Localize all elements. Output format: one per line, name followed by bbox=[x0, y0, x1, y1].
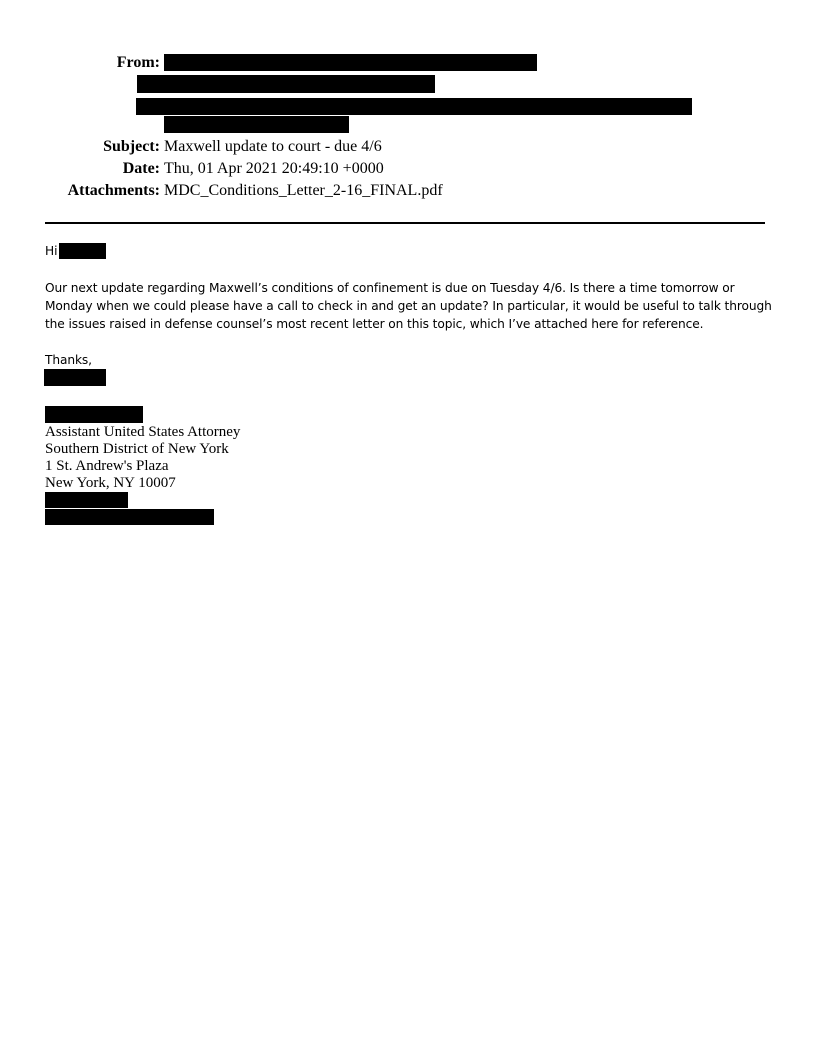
closing: Thanks, bbox=[45, 353, 92, 367]
signature-office: Southern District of New York bbox=[45, 441, 229, 457]
redaction-sender-full-name bbox=[45, 406, 143, 423]
from-label: From: bbox=[116, 54, 160, 71]
redaction-from-line-3 bbox=[136, 98, 692, 115]
date-value: Thu, 01 Apr 2021 20:49:10 +0000 bbox=[164, 160, 384, 177]
paragraph-line-1: Our next update regarding Maxwell’s conditions of confinement is due on Tuesday 4/6. Is there a time tomorrow or bbox=[45, 281, 735, 295]
signature-street: 1 St. Andrew's Plaza bbox=[45, 458, 169, 474]
redaction-phone bbox=[45, 492, 128, 508]
greeting bbox=[45, 242, 57, 260]
paragraph-line-2: Monday when we could please have a call to check in and get an update? In particular, it would be useful to talk through bbox=[45, 299, 772, 313]
subject-value: Maxwell update to court - due 4/6 bbox=[164, 138, 382, 155]
header-divider bbox=[45, 222, 765, 224]
redaction-from-line-1 bbox=[164, 54, 537, 71]
greeting-word: Hi bbox=[45, 244, 58, 258]
redaction-greeting-name bbox=[59, 243, 106, 259]
attachments-label: Attachments: bbox=[67, 182, 160, 199]
redaction-sender-first-name bbox=[44, 369, 106, 386]
subject-label: Subject: bbox=[103, 138, 160, 155]
signature-title: Assistant United States Attorney bbox=[45, 424, 241, 440]
redaction-from-line-2 bbox=[137, 75, 435, 93]
attachment-link[interactable]: MDC_Conditions_Letter_2-16_FINAL.pdf bbox=[164, 182, 443, 199]
paragraph-line-3: the issues raised in defense counsel’s most recent letter on this topic, which I’ve attached here for reference. bbox=[45, 317, 704, 331]
redaction-email bbox=[45, 509, 214, 525]
redaction-from-line-4 bbox=[164, 116, 349, 133]
date-label: Date: bbox=[122, 160, 160, 177]
signature-city: New York, NY 10007 bbox=[45, 475, 176, 491]
